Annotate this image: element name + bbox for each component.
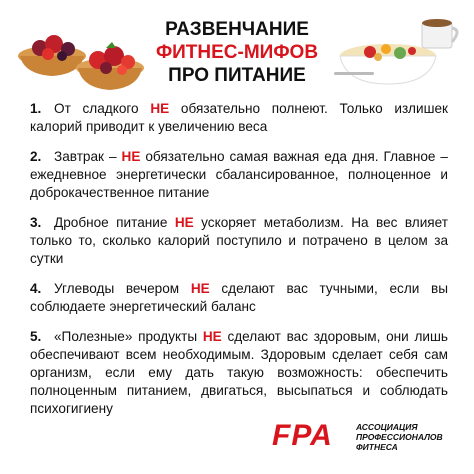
item-number: 1. [30,101,42,116]
item-text-post: обязательно полнеют. Только излишек калорий приводит к увеличению веса [30,101,448,134]
item-text-post: обязательно самая важная еда дня. Главное – ежедневное энергетически сбалансированное, полноценное и доброкачественное питание [30,149,448,200]
page-title [150,18,324,87]
item-text-pre: Дробное питание [54,215,175,230]
item-ne: НЕ [174,215,194,230]
list-item [30,214,448,268]
item-ne: НЕ [190,281,210,296]
item-ne: НЕ [150,101,170,116]
title-line-3: ПРО ПИТАНИЕ [168,65,306,86]
fpa-footer [272,418,462,458]
fpa-line-2: ПРОФЕССИОНАЛОВ [356,432,443,442]
item-text-pre: Углеводы вечером [54,281,191,296]
list-item [30,328,448,418]
myths-list [30,100,448,430]
item-number: 4. [30,281,42,296]
fpa-caption [356,422,443,452]
item-text-pre: «Полезные» продукты [54,329,203,344]
item-text-pre: От сладкого [54,101,151,116]
fpa-logo: FPA [272,419,333,452]
item-number: 2. [30,149,42,164]
breakfast-bowl-image [326,16,466,88]
item-text-post: сделают вас тучными, если вы соблюдаете энергетический баланс [30,281,448,314]
title-line-1: РАЗВЕНЧАНИЕ [165,19,309,40]
item-ne: НЕ [121,149,141,164]
header [0,0,474,92]
tarts-image [10,14,150,92]
item-number: 3. [30,215,42,230]
list-item [30,148,448,202]
fpa-line-3: ФИТНЕСА [356,442,398,452]
item-text-post: ускоряет метаболизм. На вес влияет только то, сколько калорий поступило и потрачено в целом за сутки [30,215,448,266]
title-line-2: ФИТНЕС-МИФОВ [155,42,319,63]
fpa-line-1: АССОЦИАЦИЯ [356,422,418,432]
item-text-post: сделают вас здоровым, они лишь обеспечивают всем необходимым. Здоровым сделает себя сам организм, если ему дать такую возможность: обеспечить полноценным питанием, двигаться, высыпаться и соблюдать психогигиену [30,329,448,416]
item-ne: НЕ [202,329,222,344]
item-number: 5. [30,329,42,344]
item-text-pre: Завтрак – [54,149,122,164]
list-item [30,280,448,316]
list-item [30,100,448,136]
